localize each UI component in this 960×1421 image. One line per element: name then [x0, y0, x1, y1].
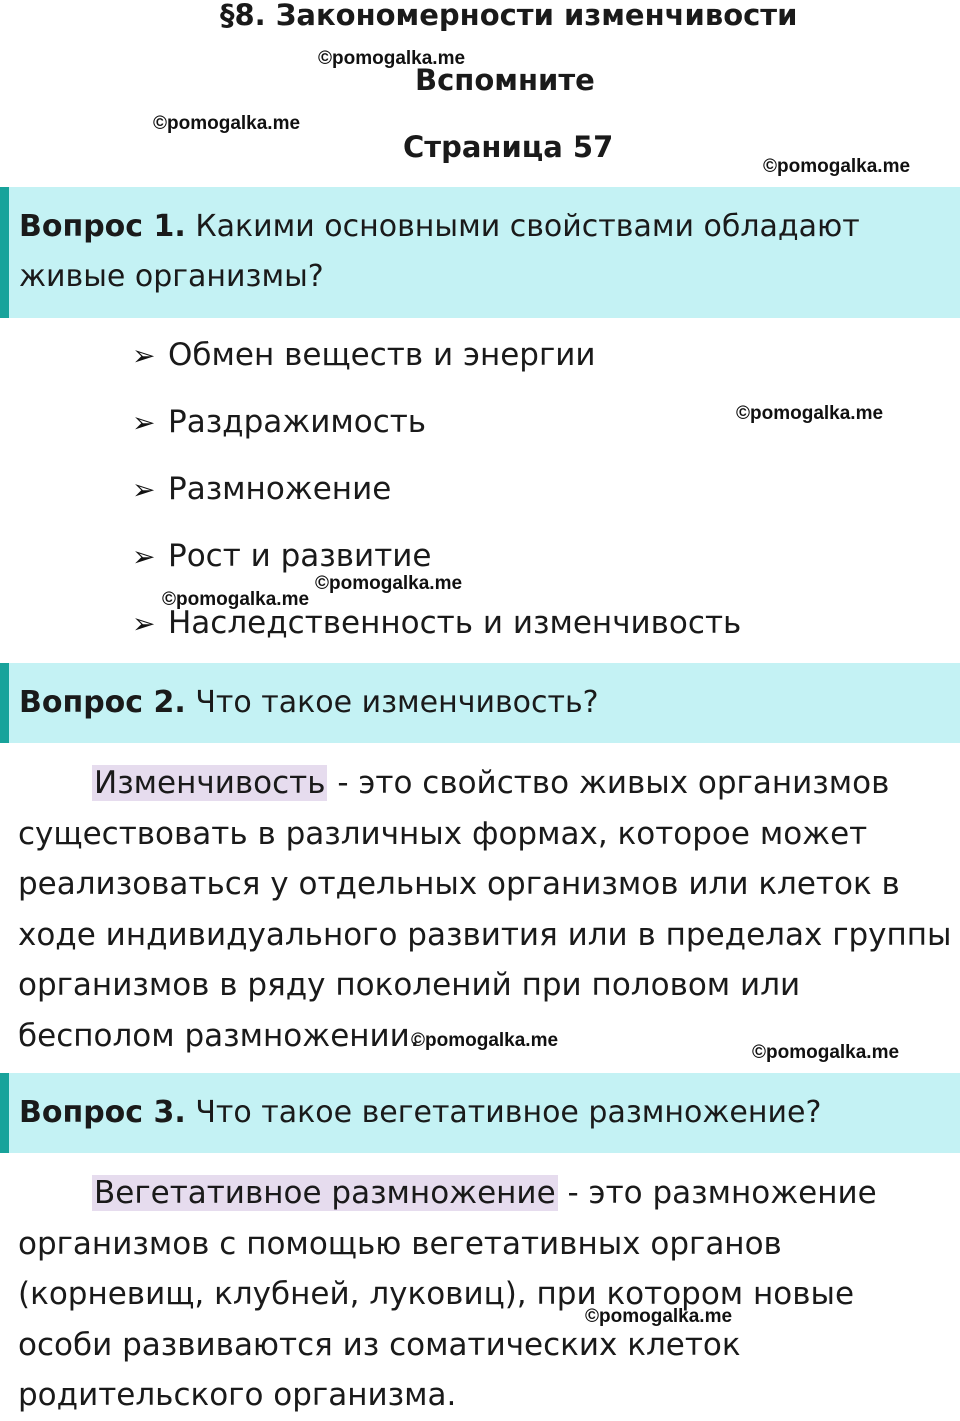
- list-item: [132, 404, 427, 440]
- answer-2: [18, 758, 958, 1061]
- term-highlight: Изменчивость: [94, 765, 326, 801]
- question-3-text: Что такое вегетативное размножение?: [185, 1095, 822, 1130]
- list-item-text: Раздражимость: [168, 404, 427, 440]
- watermark: ©pomogalka.me: [736, 403, 884, 424]
- list-item: [132, 337, 596, 373]
- question-1-box: [0, 187, 960, 318]
- watermark: ©pomogalka.me: [153, 113, 301, 134]
- arrow-bullet-icon: ➢: [132, 406, 156, 439]
- question-3-box: [0, 1073, 960, 1153]
- watermark: ©pomogalka.me: [585, 1306, 733, 1327]
- list-item-text: Наследственность и изменчивость: [168, 605, 742, 641]
- question-2-box: [0, 663, 960, 743]
- question-2-label: Вопрос 2.: [19, 685, 186, 720]
- list-item-text: Рост и развитие: [168, 538, 432, 574]
- question-3-label: Вопрос 3.: [19, 1095, 186, 1130]
- watermark: ©pomogalka.me: [411, 1030, 559, 1051]
- answer-3: [18, 1168, 958, 1421]
- answer-2-text: - это свойство живых организмов существовать в различных формах, которое может реализоваться у отдельных организмов или клеток в ходе индивидуального развития или в пределах группы организмов в ряду поколений при половом или бесполом размножении.: [18, 765, 952, 1054]
- arrow-bullet-icon: ➢: [132, 473, 156, 506]
- arrow-bullet-icon: ➢: [132, 607, 156, 640]
- question-2-text: Что такое изменчивость?: [185, 685, 599, 720]
- answer-3-text: - это размножение организмов с помощью вегетативных органов (корневищ, клубней, луковиц), при котором новые особи развиваются из соматических клеток родительского организма.: [18, 1175, 877, 1413]
- term-highlight: Вегетативное размножение: [94, 1175, 556, 1211]
- page-number: Страница 57: [403, 130, 614, 164]
- question-1-text: Какими основными свойствами обладают живые организмы?: [19, 209, 860, 294]
- watermark: ©pomogalka.me: [162, 589, 310, 610]
- watermark: ©pomogalka.me: [318, 48, 466, 69]
- page-title: §8. Закономерности изменчивости: [220, 0, 798, 32]
- list-item-text: Обмен веществ и энергии: [168, 337, 596, 373]
- watermark: ©pomogalka.me: [315, 573, 463, 594]
- list-item-text: Размножение: [168, 471, 392, 507]
- arrow-bullet-icon: ➢: [132, 540, 156, 573]
- question-1-label: Вопрос 1.: [19, 209, 186, 244]
- section-subtitle: Вспомните: [415, 63, 595, 97]
- arrow-bullet-icon: ➢: [132, 339, 156, 372]
- watermark: ©pomogalka.me: [752, 1042, 900, 1063]
- list-item: [132, 605, 742, 641]
- list-item: [132, 471, 392, 507]
- watermark: ©pomogalka.me: [763, 156, 911, 177]
- list-item: [132, 538, 432, 574]
